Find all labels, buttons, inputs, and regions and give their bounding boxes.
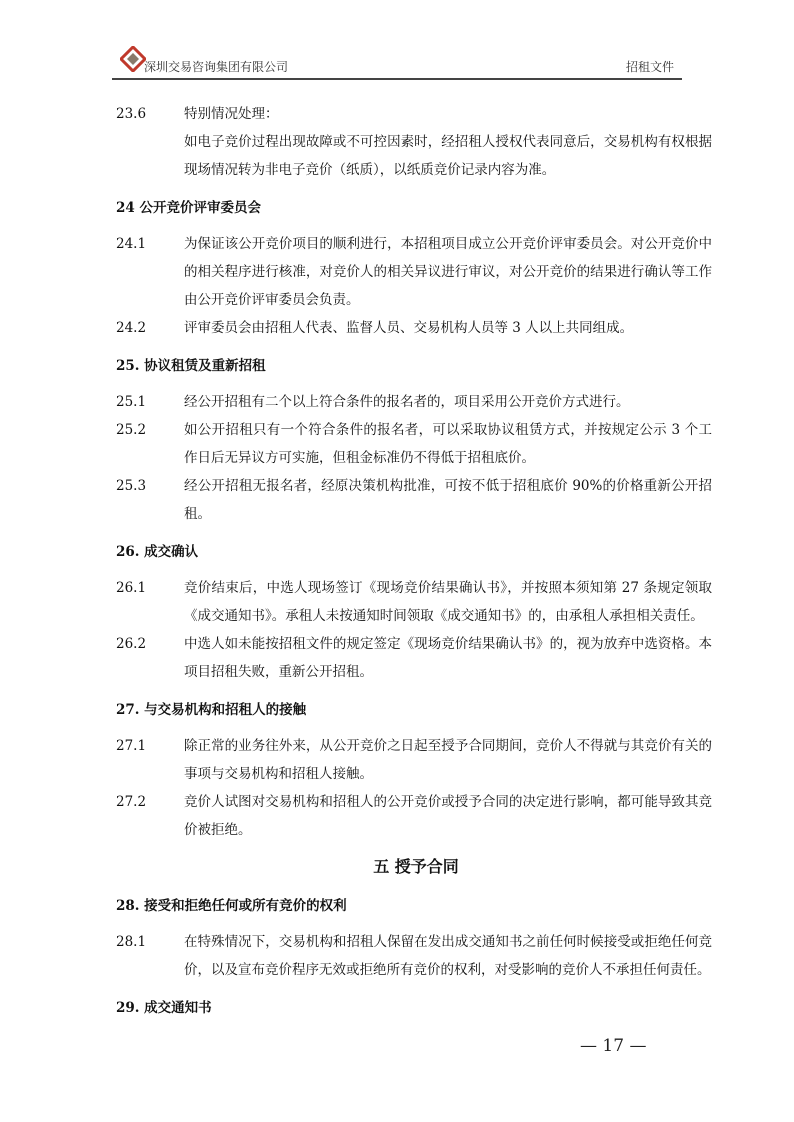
clause-text: 中选人如未能按招租文件的规定签定《现场竞价结果确认书》的，视为放弃中选资格。本项目招租失败，重新公开招租。 xyxy=(184,636,712,680)
document-type: 招租文件 xyxy=(625,60,674,74)
clause xyxy=(116,416,716,472)
clause-number: 23.6 xyxy=(116,106,147,122)
clause-number: 24.2 xyxy=(116,320,147,336)
clause-number: 26.2 xyxy=(116,636,147,652)
clause-number: 27.2 xyxy=(116,794,147,810)
clause xyxy=(116,128,716,184)
clause xyxy=(116,788,716,844)
clause-text: 除正常的业务往外来，从公开竞价之日起至授予合同期间，竞价人不得就与其竞价有关的事项与交易机构和招租人接触。 xyxy=(184,738,712,782)
section-heading: 29. 成交通知书 xyxy=(116,1000,212,1016)
clause-number: 25.3 xyxy=(116,478,147,494)
clause xyxy=(116,314,716,342)
clause xyxy=(116,100,716,128)
clause xyxy=(116,574,716,630)
section-heading: 27. 与交易机构和招租人的接触 xyxy=(116,702,307,718)
chapter-title: 五 授予合同 xyxy=(373,857,459,876)
section-heading: 25. 协议租赁及重新招租 xyxy=(116,358,266,374)
company-name: 深圳交易咨询集团有限公司 xyxy=(144,60,289,74)
section-heading: 26. 成交确认 xyxy=(116,544,199,560)
clause-number: 24.1 xyxy=(116,236,147,252)
clause xyxy=(116,732,716,788)
company-logo-icon xyxy=(120,46,146,72)
clause-text: 竞价人试图对交易机构和招租人的公开竞价或授予合同的决定进行影响，都可能导致其竞价被拒绝。 xyxy=(184,794,712,838)
clause xyxy=(116,472,716,528)
clause-number: 25.2 xyxy=(116,422,147,438)
document-body xyxy=(116,100,716,1030)
clause-text: 特别情况处理： xyxy=(184,106,279,122)
clause-number: 27.1 xyxy=(116,738,147,754)
page-number: — 17 — xyxy=(580,1036,647,1056)
clause xyxy=(116,928,716,984)
clause-text: 经公开招租无报名者，经原决策机构批准，可按不低于招租底价 90%的价格重新公开招租。 xyxy=(184,478,712,522)
clause-number: 28.1 xyxy=(116,934,147,950)
clause-text: 在特殊情况下，交易机构和招租人保留在发出成交通知书之前任何时候接受或拒绝任何竞价，以及宣布竞价程序无效或拒绝所有竞价的权利，对受影响的竞价人不承担任何责任。 xyxy=(184,934,712,978)
clause-number: 25.1 xyxy=(116,394,147,410)
clause-number: 26.1 xyxy=(116,580,147,596)
section-heading: 28. 接受和拒绝任何或所有竞价的权利 xyxy=(116,898,347,914)
clause xyxy=(116,230,716,314)
clause-text: 为保证该公开竞价项目的顺利进行，本招租项目成立公开竞价评审委员会。对公开竞价中的相关程序进行核准，对竞价人的相关异议进行审议，对公开竞价的结果进行确认等工作由公开竞价评审委员会负责。 xyxy=(184,236,712,308)
clause-text: 如电子竞价过程出现故障或不可控因素时，经招租人授权代表同意后，交易机构有权根据现场情况转为非电子竞价（纸质），以纸质竞价记录内容为准。 xyxy=(184,134,712,178)
clause-text: 评审委员会由招租人代表、监督人员、交易机构人员等 3 人以上共同组成。 xyxy=(184,320,634,336)
clause xyxy=(116,630,716,686)
clause-text: 如公开招租只有一个符合条件的报名者，可以采取协议租赁方式，并按规定公示 3 个工作日后无异议方可实施，但租金标准仍不得低于招租底价。 xyxy=(184,422,712,466)
page-header xyxy=(112,42,682,80)
clause-text: 经公开招租有二个以上符合条件的报名者的，项目采用公开竞价方式进行。 xyxy=(184,394,630,410)
clause-text: 竞价结束后，中选人现场签订《现场竞价结果确认书》，并按照本须知第 27 条规定领取《成交通知书》。承租人未按通知时间领取《成交通知书》的，由承租人承担相关责任。 xyxy=(184,580,712,624)
section-heading: 24 公开竞价评审委员会 xyxy=(116,200,261,216)
clause xyxy=(116,388,716,416)
